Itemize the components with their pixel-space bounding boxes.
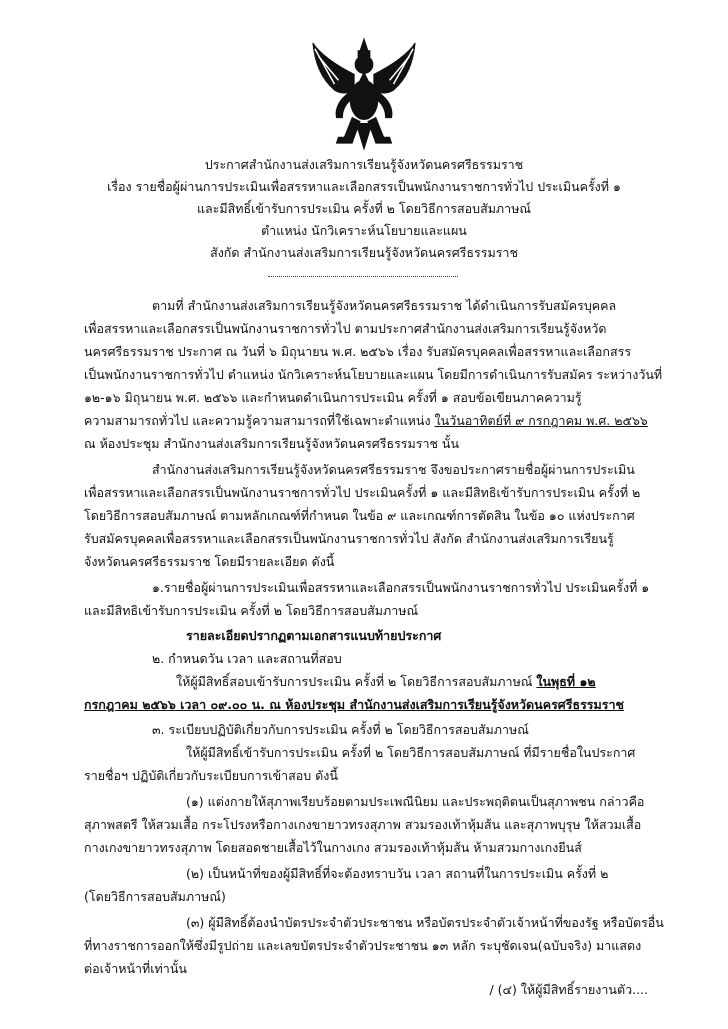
rule-three-line: (๓) ผู้มีสิทธิ์ต้องนำบัตรประจำตัวประชาชน หรือบัตรประจำตัวเจ้าหน้าที่ของรัฐ หรือบัตรอื่น [186, 915, 664, 930]
paragraph-line: ณ ห้องประชุม สำนักงานส่งเสริมการเรียนรู้จังหวัดนครศรีธรรมราช นั้น [84, 436, 460, 451]
position-title: ตำแหน่ง นักวิเคราะห์นโยบายและแผน [261, 223, 467, 238]
attachment-note: รายละเอียดปรากฏตามเอกสารแนบท้ายประกาศ [186, 628, 442, 643]
paragraph-text: ให้ผู้มีสิทธิ์สอบเข้ารับการประเมิน ครั้งที่ ๒ โดยวิธีการสอบสัมภาษณ์ [176, 674, 537, 689]
paragraph-line: เพื่อสรรหาและเลือกสรรเป็นพนักงานราชการทั่วไป ประเมินครั้งที่ ๑ และมีสิทธิเข้ารับการประเมิน ครั้งที่ ๒ [84, 485, 641, 500]
paragraph-line: นครศรีธรรมราช ประกาศ ณ วันที่ ๖ มิถุนายน พ.ศ. ๒๕๖๖ เรื่อง รับสมัครบุคคลเพื่อสรรหาและเลือกสรร [84, 344, 632, 359]
item-one-line: และมีสิทธิเข้ารับการประเมิน ครั้งที่ ๒ โดยวิธีการสอบสัมภาษณ์ [84, 603, 419, 618]
paragraph-line: จังหวัดนครศรีธรรมราช โดยมีรายละเอียด ดังนี้ [84, 554, 335, 569]
paragraph-line: โดยวิธีการสอบสัมภาษณ์ ตามหลักเกณฑ์ที่กำหนด ในข้อ ๙ และเกณฑ์การตัดสิน ในข้อ ๑๐ แห่งประกาศ [84, 508, 635, 523]
paragraph-line: ตามที่ สำนักงานส่งเสริมการเรียนรู้จังหวัดนครศรีธรรมราช ได้ดำเนินการรับสมัครบุคคล [152, 298, 617, 313]
announcement-subject-cont: และมีสิทธิ์เข้ารับการประเมิน ครั้งที่ ๒ โดยวิธีการสอบสัมภาษณ์ [196, 201, 532, 216]
announcement-subject: เรื่อง รายชื่อผู้ผ่านการประเมินเพื่อสรรหาและเลือกสรรเป็นพนักงานราชการทั่วไป ประเมินครั้งที่ ๑ [107, 179, 621, 194]
paragraph-line: รับสมัครบุคคลเพื่อสรรหาและเลือกสรรเป็นพนักงานราชการทั่วไป สังกัด สำนักงานส่งเสริมการเรียนรู้ [84, 531, 614, 546]
item-one-line: ๑.รายชื่อผู้ผ่านการประเมินเพื่อสรรหาและเลือกสรรเป็นพนักงานราชการทั่วไป ประเมินครั้งที่ ๑ [152, 580, 650, 595]
interview-date-underlined: ในพุธที่ ๑๒ [536, 674, 596, 689]
paragraph-line: สำนักงานส่งเสริมการเรียนรู้จังหวัดนครศรีธรรมราช จึงขอประกาศรายชื่อผู้ผ่านการประเมิน [152, 462, 635, 477]
paragraph-text: ความสามารถทั่วไป และความรู้ความสามารถที่ใช้เฉพาะตำแหน่ง [84, 413, 435, 428]
item-three-line: รายชื่อฯ ปฏิบัติเกี่ยวกับระเบียบการเข้าสอบ ดังนี้ [84, 768, 338, 783]
item-two-line [176, 673, 596, 690]
garuda-emblem-icon [305, 35, 423, 153]
rule-one-line: (๑) แต่งกายให้สุภาพเรียบร้อยตามประเพณีนิยม และประพฤติตนเป็นสุภาพชน กล่าวคือ [186, 794, 645, 809]
paragraph-line: เป็นพนักงานราชการทั่วไป ตำแหน่ง นักวิเคราะห์นโยบายและแผน โดยมีการดำเนินการรับสมัคร ระหว่างวันที่ [84, 367, 663, 382]
item-two-heading: ๒. กำหนดวัน เวลา และสถานที่สอบ [152, 651, 342, 666]
page-continuation: / (๔) ให้ผู้มีสิทธิ์รายงานตัว.... [489, 982, 648, 997]
rule-two-line: (โดยวิธีการสอบสัมภาษณ์) [84, 889, 226, 904]
item-three-line: ให้ผู้มีสิทธิ์เข้ารับการประเมิน ครั้งที่ ๒ โดยวิธีการสอบสัมภาษณ์ ที่มีรายชื่อในประกาศ [186, 745, 636, 760]
exam-date-underlined: ในวันอาทิตย์ที่ ๙ กรกฎาคม พ.ศ. ๒๕๖๖ [434, 413, 648, 428]
item-three-heading: ๓. ระเบียบปฏิบัติเกี่ยวกับการประเมิน ครั้งที่ ๒ โดยวิธีการสอบสัมภาษณ์ [152, 722, 529, 737]
rule-three-line: ที่ทางราชการออกให้ซึ่งมีรูปถ่าย และเลขบัตรประจำตัวประชาชน ๑๓ หลัก ระบุชัดเจน(ฉบับจริง) มาแสดง [84, 938, 642, 953]
interview-datetime-location: กรกฎาคม ๒๕๖๖ เวลา ๐๙.๐๐ น. ณ ห้องประชุม สำนักงานส่งเสริมการเรียนรู้จังหวัดนครศรีธรรมราช [84, 697, 624, 712]
announcement-title: ประกาศสำนักงานส่งเสริมการเรียนรู้จังหวัดนครศรีธรรมราช [204, 157, 524, 172]
agency-title: สังกัด สำนักงานส่งเสริมการเรียนรู้จังหวัดนครศรีธรรมราช [210, 245, 518, 260]
rule-three-line: ต่อเจ้าหน้าที่เท่านั้น [84, 961, 187, 976]
header-divider [268, 276, 458, 277]
rule-two-line: (๒) เป็นหน้าที่ของผู้มีสิทธิ์ที่จะต้องทราบวัน เวลา สถานที่ในการประเมิน ครั้งที่ ๒ [186, 866, 609, 881]
paragraph-line [84, 412, 648, 429]
rule-one-line: กางเกงขายาวทรงสุภาพ โดยสอดชายเสื้อไว้ในกางเกง สวมรองเท้าหุ้มส้น ห้ามสวมกางเกงยีนส์ [84, 840, 582, 855]
rule-one-line: สุภาพสตรี ให้สวมเสื้อ กระโปรงหรือกางเกงขายาวทรงสุภาพ สวมรองเท้าหุ้มส้น และสุภาพบุรุษ ให้สวมเสื้อ [84, 817, 642, 832]
paragraph-line: เพื่อสรรหาและเลือกสรรเป็นพนักงานราชการทั่วไป ตามประกาศสำนักงานส่งเสริมการเรียนรู้จังหวัด [84, 321, 607, 336]
paragraph-line: ๑๒-๑๖ มิถุนายน พ.ศ. ๒๕๖๖ และกำหนดดำเนินการประเมิน ครั้งที่ ๑ สอบข้อเขียนภาคความรู้ [84, 390, 582, 405]
